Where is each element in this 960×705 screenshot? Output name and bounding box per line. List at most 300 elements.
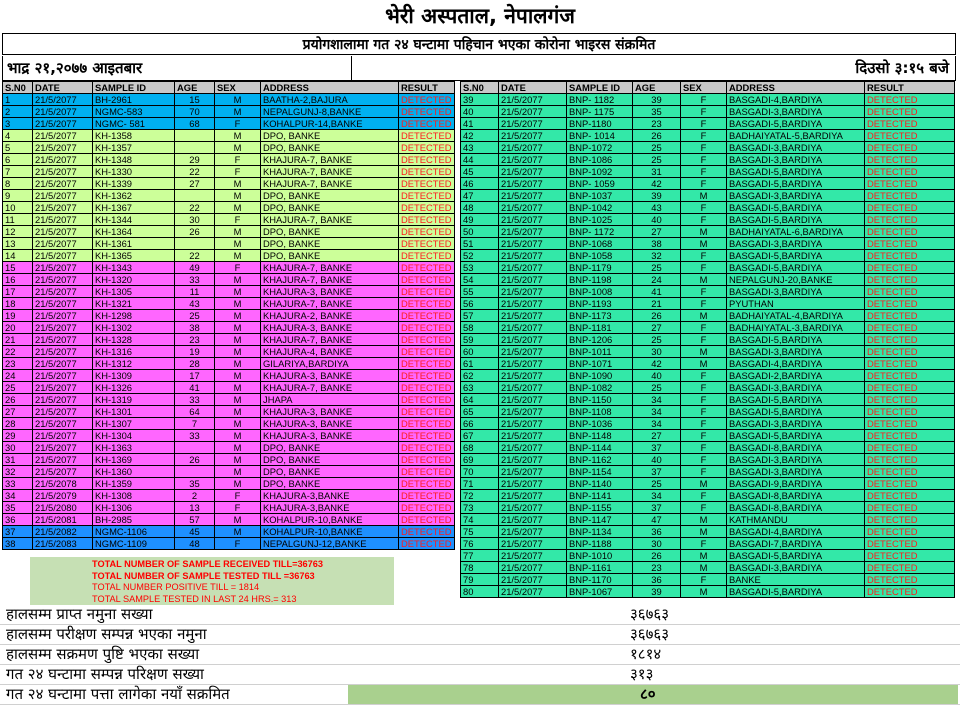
cell-result: DETECTED <box>399 214 455 226</box>
cell-age: 24 <box>633 274 681 286</box>
column-header-sex: SEX <box>681 82 727 94</box>
cell-sex: M <box>215 274 261 286</box>
cell-sn: 54 <box>461 274 499 286</box>
cell-sample-id: KH-1316 <box>93 346 175 358</box>
cell-result: DETECTED <box>865 310 955 322</box>
cell-address: KHAJURA-7, BANKE <box>261 382 399 394</box>
cell-age: 2 <box>175 490 215 502</box>
cell-result: DETECTED <box>865 562 955 574</box>
cell-age: 38 <box>633 238 681 250</box>
cell-result: DETECTED <box>399 262 455 274</box>
cell-date: 21/5/2077 <box>33 394 93 406</box>
cell-age: 39 <box>633 190 681 202</box>
cell-sn: 12 <box>3 226 33 238</box>
cell-result: DETECTED <box>865 142 955 154</box>
cell-sex: F <box>681 382 727 394</box>
cell-date: 21/5/2077 <box>499 586 567 598</box>
cell-address: KHAJURA-3, BANKE <box>261 322 399 334</box>
cell-result: DETECTED <box>399 526 455 538</box>
cell-address: NEPALGUNJ-12,BANKE <box>261 538 399 550</box>
cell-date: 21/5/2077 <box>499 322 567 334</box>
cell-address: KHAJURA-7, BANKE <box>261 166 399 178</box>
cell-sample-id: BNP-1170 <box>567 574 633 586</box>
table-row <box>3 238 455 250</box>
table-row <box>461 166 955 178</box>
cell-sample-id: KH-1312 <box>93 358 175 370</box>
table-row <box>461 370 955 382</box>
cell-sex: F <box>681 394 727 406</box>
cell-sn: 41 <box>461 118 499 130</box>
cell-sample-id: KH-1367 <box>93 202 175 214</box>
cell-sn: 69 <box>461 454 499 466</box>
cell-age: 25 <box>633 154 681 166</box>
cell-sex: M <box>215 394 261 406</box>
totals-box <box>30 557 394 605</box>
table-row <box>461 310 955 322</box>
table-row <box>461 214 955 226</box>
cell-sample-id: KH-1320 <box>93 274 175 286</box>
cell-sample-id: BNP-1161 <box>567 562 633 574</box>
cell-sn: 62 <box>461 370 499 382</box>
cell-age: 49 <box>175 262 215 274</box>
cell-date: 21/5/2077 <box>499 250 567 262</box>
cell-address: BASGADI-3,BARDIYA <box>727 466 865 478</box>
cell-sex: M <box>215 190 261 202</box>
cell-date: 21/5/2077 <box>499 190 567 202</box>
table-row <box>3 538 455 550</box>
cell-sample-id: BNP-1140 <box>567 478 633 490</box>
cell-sn: 18 <box>3 298 33 310</box>
cell-sn: 60 <box>461 346 499 358</box>
column-header-address: ADDRESS <box>727 82 865 94</box>
table-row <box>3 454 455 466</box>
cell-result: DETECTED <box>865 418 955 430</box>
cell-sex: F <box>215 214 261 226</box>
cell-result: DETECTED <box>399 154 455 166</box>
cell-age: 42 <box>633 178 681 190</box>
cell-date: 21/5/2077 <box>499 574 567 586</box>
cell-date: 21/5/2077 <box>499 130 567 142</box>
table-row <box>3 118 455 130</box>
cell-result: DETECTED <box>399 250 455 262</box>
cell-sn: 26 <box>3 394 33 406</box>
cell-sample-id: BNP-1154 <box>567 466 633 478</box>
cell-sn: 74 <box>461 514 499 526</box>
cell-sex: M <box>215 130 261 142</box>
cell-date: 21/5/2077 <box>499 238 567 250</box>
cell-date: 21/5/2077 <box>499 478 567 490</box>
cell-sample-id: BNP-1058 <box>567 250 633 262</box>
cell-result: DETECTED <box>865 334 955 346</box>
cell-result: DETECTED <box>399 358 455 370</box>
cell-result: DETECTED <box>399 310 455 322</box>
cell-sex: M <box>215 178 261 190</box>
table-row <box>461 394 955 406</box>
cell-address: BASGADI-8,BARDIYA <box>727 490 865 502</box>
cell-age: 22 <box>175 250 215 262</box>
cell-sn: 50 <box>461 226 499 238</box>
summary-value: ३६७६३ <box>630 605 670 623</box>
cell-date: 21/5/2077 <box>33 454 93 466</box>
table-row <box>461 406 955 418</box>
summary-section <box>0 605 960 705</box>
cell-sex: M <box>681 514 727 526</box>
cell-sn: 64 <box>461 394 499 406</box>
cell-date: 21/5/2077 <box>499 118 567 130</box>
cell-sex: F <box>681 418 727 430</box>
cell-sn: 79 <box>461 574 499 586</box>
cell-sn: 35 <box>3 502 33 514</box>
cell-date: 21/5/2077 <box>33 346 93 358</box>
cell-sex: M <box>681 550 727 562</box>
cell-date: 21/5/2077 <box>499 538 567 550</box>
cell-result: DETECTED <box>399 502 455 514</box>
cell-date: 21/5/2077 <box>499 334 567 346</box>
cell-date: 21/5/2077 <box>33 334 93 346</box>
cell-date: 21/5/2077 <box>499 178 567 190</box>
table-row <box>3 130 455 142</box>
cell-date: 21/5/2078 <box>33 478 93 490</box>
cell-date: 21/5/2077 <box>33 250 93 262</box>
summary-value: १८१४ <box>630 645 662 663</box>
cell-address: BASGADI-3,BARDIYA <box>727 286 865 298</box>
table-row <box>3 106 455 118</box>
cell-age: 34 <box>633 490 681 502</box>
page-title: भेरी अस्पताल, नेपालगंज <box>385 4 575 28</box>
cell-address: BASGADI-3,BARDIYA <box>727 418 865 430</box>
cell-result: DETECTED <box>865 238 955 250</box>
cell-sn: 14 <box>3 250 33 262</box>
cell-date: 21/5/2077 <box>33 166 93 178</box>
cell-sex: F <box>681 286 727 298</box>
cell-sex: F <box>681 322 727 334</box>
cell-age: 25 <box>633 478 681 490</box>
cell-age <box>175 190 215 202</box>
cell-sample-id: KH-1362 <box>93 190 175 202</box>
cell-sex: M <box>215 358 261 370</box>
cell-result: DETECTED <box>399 394 455 406</box>
table-header-row <box>461 82 955 94</box>
cell-sn: 4 <box>3 130 33 142</box>
cell-date: 21/5/2077 <box>499 418 567 430</box>
table-row <box>461 490 955 502</box>
cell-date: 21/5/2077 <box>499 154 567 166</box>
cell-sex: M <box>215 106 261 118</box>
cell-result: DETECTED <box>399 142 455 154</box>
cell-sex: M <box>681 346 727 358</box>
cell-sn: 17 <box>3 286 33 298</box>
cell-sample-id: BNP-1068 <box>567 238 633 250</box>
cell-age: 41 <box>175 382 215 394</box>
cell-sn: 65 <box>461 406 499 418</box>
cell-date: 21/5/2080 <box>33 502 93 514</box>
cell-sn: 20 <box>3 322 33 334</box>
cell-sex: F <box>681 166 727 178</box>
table-row <box>3 430 455 442</box>
cell-sample-id: BNP- 1172 <box>567 226 633 238</box>
table-row <box>3 526 455 538</box>
cell-sample-id: KH-1306 <box>93 502 175 514</box>
cell-age: 30 <box>633 538 681 550</box>
cell-sample-id: KH-1298 <box>93 310 175 322</box>
cell-result: DETECTED <box>865 514 955 526</box>
cell-date: 21/5/2077 <box>499 370 567 382</box>
cell-age: 40 <box>633 214 681 226</box>
cell-sn: 43 <box>461 142 499 154</box>
cell-sex: M <box>215 370 261 382</box>
cell-sn: 42 <box>461 130 499 142</box>
cell-address: BASGADI-3,BARDIYA <box>727 190 865 202</box>
cell-date: 21/5/2077 <box>499 214 567 226</box>
cell-sample-id: BNP-1037 <box>567 190 633 202</box>
report-time: दिउसो ३:१५ बजे <box>855 59 949 77</box>
cell-result: DETECTED <box>865 298 955 310</box>
table-row <box>3 214 455 226</box>
cell-result: DETECTED <box>865 178 955 190</box>
cell-result: DETECTED <box>399 514 455 526</box>
cell-age: 33 <box>175 430 215 442</box>
cell-result: DETECTED <box>399 298 455 310</box>
cell-sex: F <box>681 502 727 514</box>
cell-sn: 45 <box>461 166 499 178</box>
cell-address: KOHALPUR-10,BANKE <box>261 526 399 538</box>
cell-address: BADHAIYATAL-5,BARDIYA <box>727 130 865 142</box>
cell-sex: M <box>215 442 261 454</box>
cell-address: KHAJURA-7, BANKE <box>261 262 399 274</box>
table-row <box>3 370 455 382</box>
cell-address: KATHMANDU <box>727 514 865 526</box>
cell-date: 21/5/2077 <box>33 406 93 418</box>
cell-sn: 44 <box>461 154 499 166</box>
cell-sex: M <box>681 478 727 490</box>
cell-result: DETECTED <box>399 418 455 430</box>
cell-result: DETECTED <box>865 322 955 334</box>
cell-date: 21/5/2077 <box>499 550 567 562</box>
cell-sex: F <box>681 538 727 550</box>
table-row <box>3 478 455 490</box>
cell-sex: M <box>215 142 261 154</box>
table-row <box>461 466 955 478</box>
cell-result: DETECTED <box>399 442 455 454</box>
cell-sample-id: BNP-1206 <box>567 334 633 346</box>
cell-age: 22 <box>175 202 215 214</box>
cell-address: KHAJURA-7, BANKE <box>261 334 399 346</box>
cell-age: 27 <box>175 178 215 190</box>
cell-address: BASGADI-5,BARDIYA <box>727 586 865 598</box>
cell-sample-id: KH-1328 <box>93 334 175 346</box>
cell-sn: 51 <box>461 238 499 250</box>
cell-sn: 59 <box>461 334 499 346</box>
cell-address: DPO, BANKE <box>261 478 399 490</box>
table-row <box>3 442 455 454</box>
cell-result: DETECTED <box>865 154 955 166</box>
table-row <box>3 490 455 502</box>
cell-age: 43 <box>633 202 681 214</box>
cell-address: BASGADI-5,BARDIYA <box>727 178 865 190</box>
date-box <box>3 56 352 80</box>
cell-sex: F <box>681 154 727 166</box>
table-row <box>461 538 955 550</box>
cell-address: BASGADI-3,BARDIYA <box>727 142 865 154</box>
cell-address: KHAJURA-7, BANKE <box>261 154 399 166</box>
cell-result: DETECTED <box>399 274 455 286</box>
cell-sn: 25 <box>3 382 33 394</box>
table-row <box>3 286 455 298</box>
table-row <box>461 250 955 262</box>
cell-date: 21/5/2077 <box>499 454 567 466</box>
cell-sample-id: BNP-1090 <box>567 370 633 382</box>
table-row <box>3 310 455 322</box>
cell-date: 21/5/2077 <box>33 442 93 454</box>
cell-address: DPO, BANKE <box>261 130 399 142</box>
cell-result: DETECTED <box>865 250 955 262</box>
cell-date: 21/5/2077 <box>33 130 93 142</box>
cell-sex: F <box>215 118 261 130</box>
date-row <box>2 56 956 81</box>
cell-sex: F <box>681 202 727 214</box>
cell-result: DETECTED <box>399 322 455 334</box>
cell-sn: 19 <box>3 310 33 322</box>
cell-sample-id: KH-1304 <box>93 430 175 442</box>
cell-sample-id: BNP-1036 <box>567 418 633 430</box>
cell-sample-id: BNP-1067 <box>567 586 633 598</box>
cell-age: 48 <box>175 538 215 550</box>
cell-result: DETECTED <box>865 442 955 454</box>
cell-sn: 67 <box>461 430 499 442</box>
table-header-row <box>3 82 455 94</box>
cell-address: DPO, BANKE <box>261 202 399 214</box>
table-row <box>461 430 955 442</box>
cell-address: DPO, BANKE <box>261 454 399 466</box>
cell-address: KHAJURA-3,BANKE <box>261 490 399 502</box>
cell-sn: 5 <box>3 142 33 154</box>
cell-sex: M <box>681 358 727 370</box>
summary-value: ३१३ <box>630 665 654 683</box>
cell-address: BADHAIYATAL-3,BARDIYA <box>727 322 865 334</box>
summary-row <box>0 605 960 625</box>
cell-sex: M <box>215 286 261 298</box>
cell-age <box>175 442 215 454</box>
table-row <box>461 514 955 526</box>
cell-address: KHAJURA-7, BANKE <box>261 274 399 286</box>
cell-sn: 16 <box>3 274 33 286</box>
cell-result: DETECTED <box>399 238 455 250</box>
cell-sex: F <box>681 442 727 454</box>
table-row <box>461 118 955 130</box>
cell-sn: 27 <box>3 406 33 418</box>
cell-sample-id: NGMC- 581 <box>93 118 175 130</box>
cell-sn: 78 <box>461 562 499 574</box>
cell-result: DETECTED <box>399 478 455 490</box>
cell-date: 21/5/2077 <box>499 166 567 178</box>
cell-sex: F <box>681 490 727 502</box>
cell-sample-id: NGMC-1106 <box>93 526 175 538</box>
cell-age: 33 <box>175 394 215 406</box>
table-row <box>461 262 955 274</box>
cell-result: DETECTED <box>399 466 455 478</box>
cell-date: 21/5/2077 <box>33 322 93 334</box>
table-row <box>461 586 955 598</box>
cell-sex: M <box>215 238 261 250</box>
cell-result: DETECTED <box>865 166 955 178</box>
cell-address: KHAJURA-3,BANKE <box>261 502 399 514</box>
cell-sn: 2 <box>3 106 33 118</box>
cell-age: 27 <box>633 322 681 334</box>
cell-address: NEPALGUNJ-8,BANKE <box>261 106 399 118</box>
cell-date: 21/5/2077 <box>33 430 93 442</box>
cell-sex: F <box>681 334 727 346</box>
summary-label: हालसम्म प्राप्त नमुना सख्या <box>6 605 153 623</box>
table-row <box>461 526 955 538</box>
cell-sn: 13 <box>3 238 33 250</box>
cell-address: BASGADI-5,BARDIYA <box>727 118 865 130</box>
cell-address: BASGADI-5,BARDIYA <box>727 550 865 562</box>
cell-result: DETECTED <box>865 118 955 130</box>
cell-sample-id: BNP- 1014 <box>567 130 633 142</box>
cell-date: 21/5/2077 <box>33 418 93 430</box>
cell-sn: 29 <box>3 430 33 442</box>
cell-sample-id: BNP-1188 <box>567 538 633 550</box>
table-row <box>3 226 455 238</box>
cell-sex: M <box>215 298 261 310</box>
cell-result: DETECTED <box>865 346 955 358</box>
cell-sample-id: BNP-1134 <box>567 526 633 538</box>
table-row <box>3 274 455 286</box>
cell-address: KHAJURA-2, BANKE <box>261 310 399 322</box>
cell-result: DETECTED <box>399 190 455 202</box>
cell-age: 39 <box>633 586 681 598</box>
cell-result: DETECTED <box>399 178 455 190</box>
cell-sn: 77 <box>461 550 499 562</box>
cell-age: 25 <box>633 334 681 346</box>
cell-sn: 46 <box>461 178 499 190</box>
table-row <box>461 562 955 574</box>
total-positive: TOTAL NUMBER POSITIVE TILL = 1814 <box>92 582 260 592</box>
cell-address: GILARIYA,BARDIYA <box>261 358 399 370</box>
cell-result: DETECTED <box>399 370 455 382</box>
patient-table-left-body <box>3 94 455 550</box>
table-row <box>3 394 455 406</box>
cell-sn: 7 <box>3 166 33 178</box>
cell-age: 68 <box>175 118 215 130</box>
cell-address: KHAJURA-7, BANKE <box>261 298 399 310</box>
cell-date: 21/5/2077 <box>499 262 567 274</box>
cell-sample-id: BNP-1180 <box>567 118 633 130</box>
table-row <box>3 202 455 214</box>
cell-sample-id: KH-1365 <box>93 250 175 262</box>
cell-sample-id: KH-1339 <box>93 178 175 190</box>
cell-date: 21/5/2077 <box>33 298 93 310</box>
cell-sex: M <box>215 334 261 346</box>
column-header-date: DATE <box>33 82 93 94</box>
column-header-result: RESULT <box>865 82 955 94</box>
cell-sample-id: NGMC-1109 <box>93 538 175 550</box>
cell-sample-id: KH-1344 <box>93 214 175 226</box>
cell-result: DETECTED <box>865 502 955 514</box>
cell-sn: 23 <box>3 358 33 370</box>
cell-age: 21 <box>633 298 681 310</box>
cell-sn: 75 <box>461 526 499 538</box>
cell-date: 21/5/2077 <box>499 274 567 286</box>
cell-address: DPO, BANKE <box>261 142 399 154</box>
table-row <box>461 190 955 202</box>
cell-sn: 47 <box>461 190 499 202</box>
cell-result: DETECTED <box>865 130 955 142</box>
cell-date: 21/5/2077 <box>33 238 93 250</box>
table-row <box>461 382 955 394</box>
cell-sn: 56 <box>461 298 499 310</box>
cell-sex: F <box>681 214 727 226</box>
